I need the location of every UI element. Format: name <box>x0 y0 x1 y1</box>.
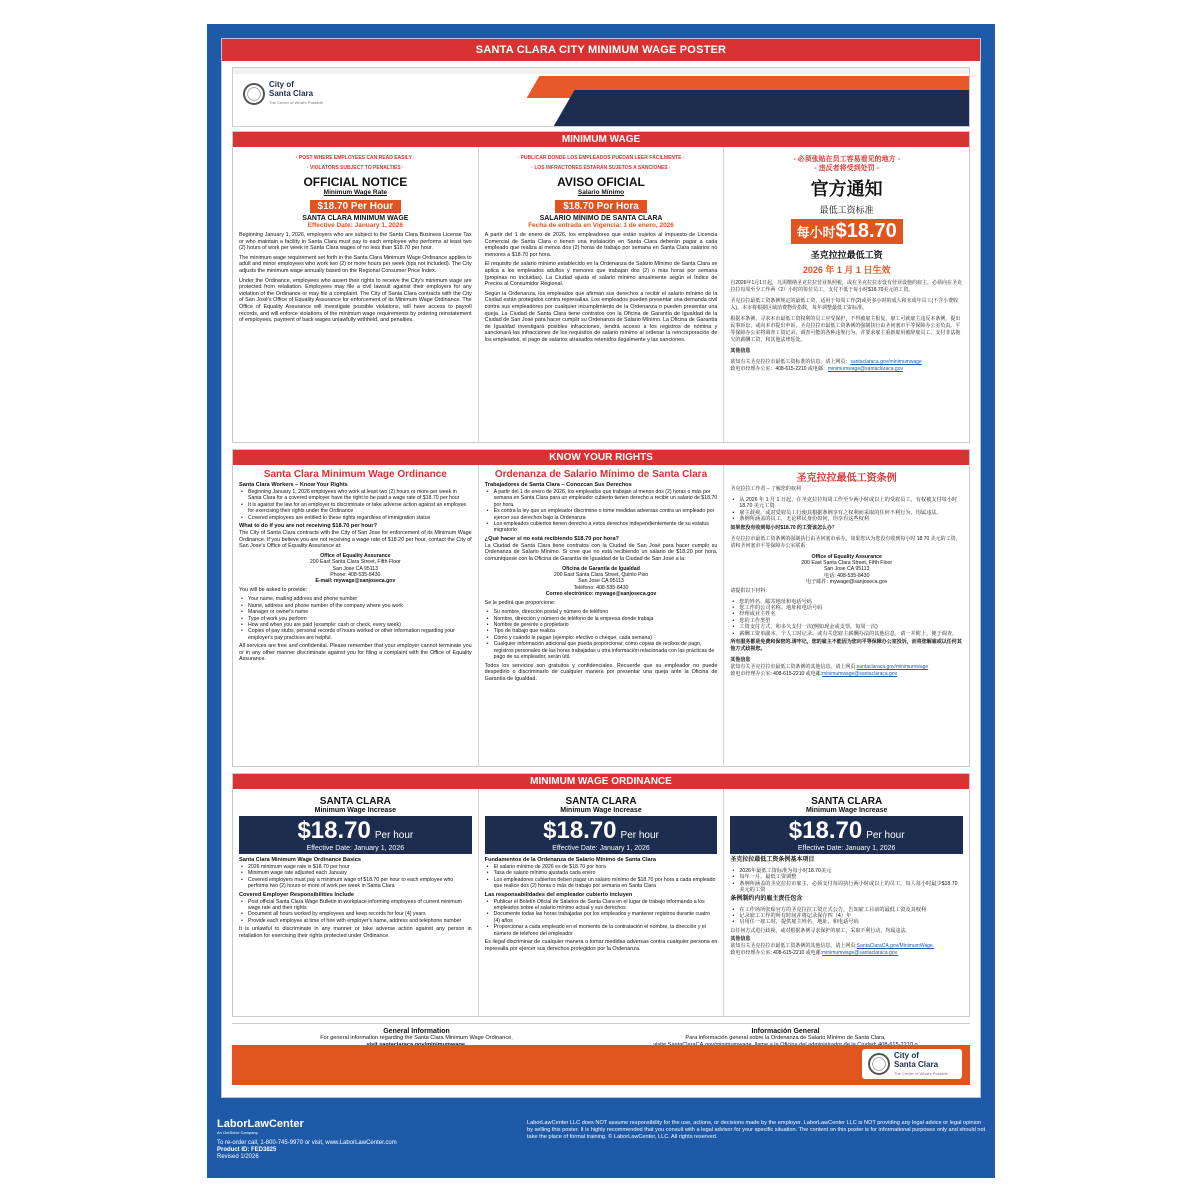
general-info-english: General Information For general information regarding the Santa Clara Minimum Wage Ordinance, <box>320 1028 513 1041</box>
chinese-ordinance: SANTA CLARA Minimum Wage Increase $18.70 Per hour Effective Date: January 1, 2026 圣克拉拉最低工资条例基本项目 • 2026年最低工资标准为每小时18.70美元 • 每年一月，最低工资调整 • 条例所涵盖的圣克拉拉市雇主，必须支付每周执行两小时或以上的员工，每人每小时最少$18.70 美元的工资 条例制约内的雇主责任包含 • 在工作场所张贴官方的圣克拉拉工资正式公告，告知雇工目前的最低工资及其权利 • 记录雇工工作的所有时间并将记录保存四（4）年 • 启用任一雇工时，提供雇主姓名、地址、和电话号码 以任何方式进行歧视，或对根据条例寻求保护的雇工，采取不利行动，均属违法。 其他信息 欲知有关圣克拉拉市最低工资条例的其他信息，请上网页:SantaClaraCA.gov/MinimumWage. 致电市经理办公室: 408-615-2210 或电邮:minimumwage@santaclaraca.gov. <box>724 789 969 1017</box>
general-info-spanish: Información General Para información general sobre la Ordenanza de Salario Mínimo de Santa Clara, <box>685 1028 886 1041</box>
english-ordinance: SANTA CLARA Minimum Wage Increase $18.70 Per hour Effective Date: January 1, 2026 Santa Clara Minimum Wage Ordinance Basics • 2026 minimum wage rate is $18.70 per hour • Minimum wage rate adjusted each January • Covered employers must pay a minimum wage of $18.70 per hour to each employee who performs two (2) hours or more of work per week in Santa Clara Covered Employer Responsibilities Include • Post official Santa Clara Wage Bulletin in workplace informing employees of current minimum wage rate and their rights • Document all hours worked by employees and keep records for four (4) years • Provide each employee at time of hire with employer's name, address and telephone number It is unlawful to discriminate in any manner or take adverse action against any person in retaliation for exercising their rights protected under Ordinance. <box>233 789 479 1017</box>
chinese-rights: 圣克拉拉最低工资条例 圣克拉拉工作者 – 了解您的权利 • 从 2026 年 1 月 1 日起，在圣克拉拉每周工作至少两小时或以上的受雇员工，有权被支付每小时 18.70 美元工资 • 雇主歧视，或对受雇员工行使其根据条例享有之权利而采取的任何不利行为，均属违法。 • 条例所涵盖的员工，无论移民身份如何，均享有这些权利 如果您没有收到每小时$18.70 的工资该怎么办？ 圣克拉拉市最低工资条例的强制执行由圣何塞市承办。如果您认为您没有收到每小时 18.70 美元的工资，请和圣何塞市平等保障办公室联系: Office of Equality Assurance 200 East Santa Clara Street, Fifth Floor San Jose CA 95113 电话: 408-535-8430 电子邮件: mywage@sanjoseca.gov 请提供以下材料: • 您的姓名、邮寄地址和电话号码 • 您工作的公司名称、地址和电话号码 • 经理或业主姓名 • 您的工作类型 • 工资支付方式、和多久支付一次(例如现金或支票，每周一次) • 薪酬工资单副本、个人工时记录、或有关您雇主薪酬办法的其他信息，请一并附上，便于调查。 所有服务都是免费和保密的.请牢记，您的雇主不能因为您向平等保障办公室投诉，而将您解雇或以任何其他方式歧视您。 其他信息 欲知有关圣克拉拉市最低工资条例的其他信息，请上网页:santaclaraca.gov/minimumwage 致电市经理办公室: 408-615-2210 或电邮:minimumwage@santaclaraca.gov <box>724 465 969 767</box>
notice-heading: AVISO OFICIAL <box>557 175 645 189</box>
office-address: Oficina de Garantía de Igualdad 200 East Santa Clara Street, Quinto Piso San Jose CA 95113 Teléfono: 408-535-8430 Correo electrónico: mywage@sanjoseca.gov <box>545 565 657 598</box>
notice-heading: 官方通知 <box>810 179 883 199</box>
city-logo: City of Santa Clara The Center of What's Possible <box>243 80 323 107</box>
rights-list: • Beginning January 1, 2026 employees who work at least two (2) hours or more per week in Santa Clara for a covered employer have the right to be paid a wage rate of $18.70 per hour • It is against the law for an employer to discriminate or take adverse action against an employee for exercising their rights under the Ordinance • Covered employees are entitled to these rights regardless of immigration status <box>239 489 472 521</box>
footer-band <box>232 1045 970 1085</box>
provide-list: • 您的姓名、邮寄地址和电话号码 • 您工作的公司名称、地址和电话号码 • 经理或业主姓名 • 您的工作类型 • 工资支付方式、和多久支付一次(例如现金或支票，每周一次) • 薪酬工资单副本、个人工时记录、或有关您雇主薪酬办法的其他信息，请一并附上，便于调查。 <box>730 599 963 637</box>
section-title: MINIMUM WAGE <box>233 132 969 147</box>
poster-title: SANTA CLARA CITY MINIMUM WAGE POSTER <box>222 39 980 61</box>
rights-list: • 从 2026 年 1 月 1 日起，在圣克拉拉每周工作至少两小时或以上的受雇员工，有权被支付每小时 18.70 美元工资 • 雇主歧视，或对受雇员工行使其根据条例享有之权利而采取的任何不利行为，均属违法。 • 条例所涵盖的员工，无论移民身份如何，均享有这些权利 <box>730 497 963 523</box>
disclaimer: LaborLawCenter LLC does NOT assume responsibility for the use, actions, or decisions made by the employer. LaborLawCenter LLC is NOT providing any legal advice or legal opinion by selling this poster. It is highly recommended that you consult with a legal advisor for your specific situation. The content on this poster is for informational purposes only and should not take the place of formal training. © LaborLawCenter, LLC. All rights reserved. <box>527 1120 986 1140</box>
city-seal-icon <box>243 83 265 105</box>
office-address: Office of Equality Assurance 200 East Santa Clara Street, Fifth Floor San Jose CA 95113 Phone: 408-535-8430 E-mail: mywage@sanjoseca.gov <box>309 552 401 585</box>
rights-list: • A partir del 1 de enero de 2026, los empleados que trabajan al menos dos (2) horas o más por semana en Santa Clara para un empleador cubierto tienen derecho a recibir un salario de $18.70 por hora. • Es contra la ley que un empleador discrimine o tome medidas adversas contra un empleado por ejercer sus derechos bajo la Ordenanza • Los empleados cubiertos tienen derecho a estos derechos independientemente de su estatus migratorio <box>485 489 718 534</box>
rate-badge: $18.70 Per Hour <box>310 200 402 213</box>
provide-list: • Su nombre, dirección postal y número de teléfono • Nombre, dirección y número de teléfono de la empresa donde trabaja • Nombre de gerente o propietario • Tipo de trabajo que realiza • Cómo y cuándo le pagan (ejemplo: efectivo o cheque, cada semana) • Cualquier información adicional que pueda proporcionar, como copias de recibos de pago, registros personales de las horas trabajadas u otra información relacionada con las prácticas de pago de su empleador, serán útil. <box>485 609 718 660</box>
website-link[interactable]: SantaClaraCA.gov/MinimumWage. <box>856 942 935 949</box>
email-link[interactable]: minimumwage@santaclaraca.gov <box>822 671 898 678</box>
footer-city-logo: City of Santa Clara The Center of What's Possible <box>862 1049 962 1079</box>
english-rights: Santa Clara Minimum Wage Ordinance Santa Clara Workers – Know Your Rights • Beginning January 1, 2026 employees who work at least two (2) hours or more per week in Santa Clara for a covered employer have the right to be paid a wage rate of $18.70 per hour • It is against the law for an employer to discriminate or take adverse action against an employee for exercising their rights under the Ordinance • Covered employees are entitled to these rights regardless of immigration status What to do if you are not receiving $18.70 per hour? The City of Santa Clara contracts with the City of San Jose for enforcement of its Minimum Wage Ordinance. If you believe you are not receiving a wage rate of $18.20 per hour, contact the City of San Jose's Office of Equality Assurance at: Office of Equality Assurance 200 East Santa Clara Street, Fifth Floor San Jose CA 95113 Phone: 408-535-8430 E-mail: mywage@sanjoseca.gov You will be asked to provide: • Your name, mailing address and phone number • Name, address and phone number of the company where you work • Manager or owner's name • Type of work you perform • How and when you are paid (example: cash or check, every week) • Copies of pay stubs, personal records of hours worked or other information regarding your employer's pay practices are helpful. All services are free and confidential. Please remember that your employer cannot terminate you or in any other manner discriminate against you for filing a complaint with the Office of Equality Assurance. <box>233 465 479 767</box>
poster-frame <box>207 24 995 1178</box>
ordinance-section <box>232 773 970 1017</box>
notice-heading: OFFICIAL NOTICE <box>303 175 408 189</box>
city-seal-icon <box>868 1053 890 1075</box>
section-title: MINIMUM WAGE ORDINANCE <box>233 774 969 789</box>
english-notice: · POST WHERE EMPLOYEES CAN READ EASILY · · VIOLATORS SUBJECT TO PENALTIES · OFFICIAL NOTICE Minimum Wage Rate $18.70 Per Hour SANTA CLARA MINIMUM WAGE Effective Date: January 1, 2026 Beginning January 1, 2026, employers who are subject to the Santa Clara Business License Tax or who maintain a facility in Santa Clara must pay to each employee who performs at least two (2) hours of work per week in Santa Clara wages of no less than $18.70 per hour. The minimum wage requirement set forth in the Santa Clara Minimum Wage Ordinance applies to adult and minor employees who work two (2) or more hours per week (tips not included). The City adjusts the minimum wage annually based on the Regional Consumer Price Index. Under the Ordinance, employees who assert their rights to receive the City's minimum wage are protected from retaliation. Employees may file a civil lawsuit against their employers for any violation of the Ordinance or may file a complaint. The City of Santa Clara contracts with the City of San José's Office of Equality Assurance for enforcement of its Minimum Wage Ordinance. The Office of Equality Assurance will investigate possible violations, will have access to payroll records, and will enforce violations of the minimum wage requirements by ordering reinstatement of employees, payment of back wages unlawfully withheld, and penalties. <box>233 147 479 443</box>
header-banner <box>232 67 970 127</box>
website-link[interactable]: santaclaraca.gov/minimumwage <box>850 359 922 365</box>
poster <box>221 38 981 1098</box>
rate-panel: $18.70 Per hour Effective Date: January 1, 2026 <box>485 816 718 854</box>
know-your-rights-section <box>232 449 970 767</box>
website-link[interactable]: santaclaraca.gov/minimumwage <box>856 664 929 671</box>
spanish-notice: · PUBLICAR DONDE LOS EMPLEADOS PUEDAN LEER FÁCILMENTE · · LOS INFRACTORES ESTARÁN SUJETOS A SANCIONES · AVISO OFICIAL Salario Mínimo $18.70 Por Hora SALARIO MÍNIMO DE SANTA CLARA Fecha de entrada en Vigencia: 1 de enero, 2026 A partir del 1 de enero de 2026, los empleadores que están sujetos al impuesto de Licencia Comercial de Santa Clara o tienen una instalación en Santa Clara deberán pagar a cada empleado que realiza al menos dos (2) horas de trabajo por semana en Santa Clara salarios no menores a $18.70 por hora. El requisito de salario mínimo establecido en la Ordenanza de Salario Mínimo de Santa Clara se aplica a los empleados adultos y menores que trabajan dos (2) o más horas por semana (propinas no incluidas). La Ciudad ajusta el salario mínimo anualmente según el Índice de Precios al Consumidor Regional. Según la Ordenanza, los empleados que afirman sus derechos a recibir el salario mínimo de la Ciudad están protegidos contra represalias. Los empleados pueden presentar una demanda civil contra sus empleadores por cualquier incumplimiento de la Ordenanza o pueden presentar una queja. La Ciudad de Santa Clara tiene contratos con la Oficina de Garantía de Igualdad de la Ciudad de San José para hacer cumplir su Ordenanza de Salario Mínimo. La Oficina de Garantía de Igualdad investigará posibles infracciones, tendrá acceso a los registros de nómina y sancionará las infracciones de los requisitos de salario mínimo al ordenar la reincorporación de los empleados, el pago de salarios atrasados retenidos ilegalmente y las sanciones. <box>479 147 725 443</box>
rate-panel: $18.70 Per hour Effective Date: January 1, 2026 <box>730 816 963 854</box>
publisher-logo: LaborLawCenter An OutSolve Company <box>217 1118 304 1135</box>
provide-list: • Your name, mailing address and phone number • Name, address and phone number of the company where you work • Manager or owner's name • Type of work you perform • How and when you are paid (example: cash or check, every week) • Copies of pay stubs, personal records of hours worked or other information regarding your employer's pay practices are helpful. <box>239 596 472 641</box>
email-link[interactable]: minimumwage@santaclaraca.gov. <box>822 949 899 956</box>
rate-badge: $18.70 Por Hora <box>555 200 647 213</box>
publisher-footer: LaborLawCenter An OutSolve Company To re-order call, 1-800-745-9970 or visit, www.LaborLawCenter.com Product ID: FED3825 Revised 1/2026 LaborLawCenter LLC does NOT assume responsibility for the use, actions, or decisions made by the employer. LaborLawCenter LLC is NOT providing any legal advice or legal opinion by selling this poster. It is highly recommended that you consult with a legal advisor for your specific situation. The content on this poster is for informational purposes only and should not take the place of formal training. © LaborLawCenter, LLC. All rights reserved. <box>217 1118 986 1160</box>
spanish-rights: Ordenanza de Salario Mínimo de Santa Clara Trabajadores de Santa Clara – Conozcan Sus Derechos • A partir del 1 de enero de 2026, los empleados que trabajan al menos dos (2) horas o más por semana en Santa Clara para un empleador cubierto tienen derecho a recibir un salario de $18.70 por hora. • Es contra la ley que un empleador discrimine o tome medidas adversas contra un empleado por ejercer sus derechos bajo la Ordenanza • Los empleados cubiertos tienen derecho a estos derechos independientemente de su estatus migratorio ¿Qué hacer si no está recibiendo $18.70 por hora? La Ciudad de Santa Clara tiene contratos con la Ciudad de San José para hacer cumplir su Ordenanza de Salario Mínimo. Si cree que no está recibiendo un salario de $18.20 por hora, comuníquese con la Oficina de Garantía de Igualdad de la Ciudad de San José a la: Oficina de Garantía de Igualdad 200 East Santa Clara Street, Quinto Piso San Jose CA 95113 Teléfono: 408-535-8430 Correo electrónico: mywage@sanjoseca.gov Se le pedirá que proporcione: • Su nombre, dirección postal y número de teléfono • Nombre, dirección y número de teléfono de la empresa donde trabaja • Nombre de gerente o propietario • Tipo de trabajo que realiza • Cómo y cuándo le pagan (ejemplo: efectivo o cheque, cada semana) • Cualquier información adicional que pueda proporcionar, como copias de recibos de pago, registros personales de las horas trabajadas u otra información relacionada con las prácticas de pago de su empleador, serán útil. Todos los servicios son gratuitos y confidenciales. Recuerde que su empleador no puede despedirlo o discriminarlo de cualquier manera por presentar una queja ante la Oficina de Garantía de Igualdad. <box>479 465 725 767</box>
rate-badge: 每小时$18.70 <box>791 219 903 244</box>
office-address: Office of Equality Assurance 200 East Santa Clara Street, Fifth Floor San Jose CA 95113 电话: 408-535-8430 电子邮件: mywage@sanjoseca.gov <box>801 553 893 586</box>
chinese-notice: - 必须张贴在员工容易看见的地方 - - 违反者将受到处罚 - 官方通知 最低工资标准 每小时$18.70 圣克拉拉最低工资 2026 年 1 月 1 日生效 自2026年1月1日起，凡需缴纳圣克拉拉营业执照税，或在圣克拉拉市设有营业设施的雇主，必须向在圣克拉拉每周至少工作两（2）小时的每位员工，支付不低于每小时$18.70美元的工资。 圣克拉拉最低工资条例规定的最低工资，适用于每周工作(2)或更多小时的成人和未成年员工(不含小费收入)。本市将根据区域消费物价指数，每年调整最低工资标准。 根据本条例，寻求本市最低工资权利的员工应受保护，不得被雇主报复。雇工可就雇主违反本条例，提出民事诉讼，或向本市提出申诉。圣克拉拉市最低工资条例的强制执行由圣何塞市平等保障办公室负责。平等保障办公室将调查工资记录，调查可能的各种违规行为，并要求雇主重新雇用被辞雇员工，支付非法拖欠的薪酬工资，和其他法律惩处。 其他信息 欲知有关圣克拉拉市最低工资标准的信息，请上网页：santaclaraca.gov/minimumwage 致电市经理办公室：408-615-2210 或电邮：minimumwage@santaclaraca.gov <box>730 156 963 372</box>
email-link[interactable]: minimumwage@santaclaraca.gov <box>827 366 903 372</box>
section-title: KNOW YOUR RIGHTS <box>233 450 969 465</box>
spanish-ordinance: SANTA CLARA Minimum Wage Increase $18.70 Per hour Effective Date: January 1, 2026 Fundamentos de la Ordenanza de Salario Mínimo de Santa Clara • El salario mínimo de 2026 es de $18.70 por hora • Tasa de salario mínimo ajustada cada enero • Los empleadores cubiertos deben pagar un salario mínimo de $18.70 por hora a cada empleado que realice dos (2) horas o más de trabajo por semana en Santa Clara Las responsabilidades del empleador cubierto incluyen • Publicar el Boletín Oficial de Salarios de Santa Clara en el lugar de trabajo informando a los empleados sobre el salario mínimo actual y sus derechos • Documente todas las horas trabajadas por los empleados y mantener registros durante cuatro (4) años • Proporcionar a cada empleado en el momento de la contratación el nombre, la dirección y el número de teléfono del empleador Es ilegal discriminar de cualquier manera o tomar medidas adversas contra cualquier persona en represalia por ejercer sus derechos protegidos por la Ordenanza. <box>479 789 725 1017</box>
rate-panel: $18.70 Per hour Effective Date: January 1, 2026 <box>239 816 472 854</box>
minimum-wage-section <box>232 131 970 443</box>
